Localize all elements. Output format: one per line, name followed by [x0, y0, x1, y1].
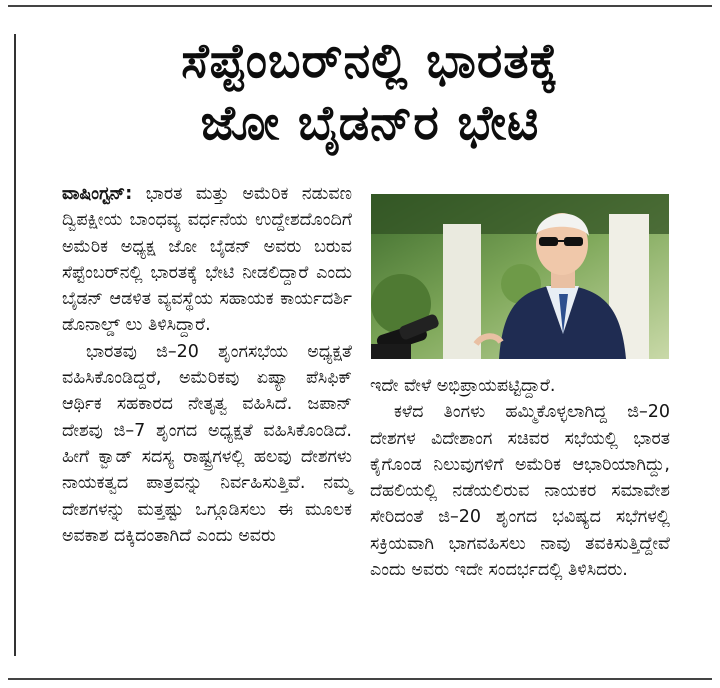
- left-column-rule: [14, 34, 16, 656]
- news-photo: [371, 194, 669, 359]
- person-at-microphone-photo: [371, 194, 669, 359]
- article-column-left: [62, 181, 352, 549]
- article-column-right: [370, 373, 670, 583]
- paragraph-1: [62, 181, 352, 339]
- paragraph-1-body: ಭಾರತ ಮತ್ತು ಅಮೆರಿಕ ನಡುವಣ ದ್ವಿಪಕ್ಷೀಯ ಬಾಂಧವ್ಯ ವರ್ಧನೆಯ ಉದ್ದೇಶದೊಂದಿಗೆ ಅಮೆರಿಕ ಅಧ್ಯಕ್ಷ ಜೋ ಬೈಡನ್ ಅವರು ಬರುವ ಸೆಪ್ಟೆಂಬರ್‌ನಲ್ಲಿ ಭಾರತಕ್ಕೆ ಭೇಟಿ ನೀಡಲಿದ್ದಾರೆ ಎಂದು ಬೈಡನ್ ಆಡಳಿತ ವ್ಯವಸ್ಥೆಯ ಸಹಾಯಕ ಕಾರ್ಯದರ್ಶಿ ಡೊನಾಲ್ಡ್ ಲು ತಿಳಿಸಿದ್ದಾರೆ.: [62, 184, 352, 336]
- headline-line-2: ಜೋ ಬೈಡನ್‌ರ ಭೇಟಿ: [200, 95, 540, 151]
- bottom-rule: [8, 678, 712, 680]
- headline-line-1: ಸೆಪ್ಟೆಂಬರ್‌ನಲ್ಲಿ ಭಾರತಕ್ಕೆ: [181, 33, 559, 89]
- top-rule: [8, 5, 712, 7]
- paragraph-2: ಭಾರತವು ಜಿ–20 ಶೃಂಗಸಭೆಯ ಅಧ್ಯಕ್ಷತೆ ವಹಿಸಿಕೊಂಡಿದ್ದರೆ, ಅಮೆರಿಕವು ಏಷ್ಯಾ ಪೆಸಿಫಿಕ್ ಆರ್ಥಿಕ ಸಹಕಾರದ ನೇತೃತ್ವ ವಹಿಸಿದೆ. ಜಪಾನ್ ದೇಶವು ಜಿ–7 ಶೃಂಗದ ಅಧ್ಯಕ್ಷತೆ ವಹಿಸಿಕೊಂಡಿದೆ. ಹೀಗೆ ಕ್ವಾಡ್ ಸದಸ್ಯ ರಾಷ್ಟ್ರಗಳಲ್ಲಿ ಹಲವು ದೇಶಗಳು ನಾಯಕತ್ವದ ಪಾತ್ರವನ್ನು ನಿರ್ವಹಿಸುತ್ತಿವೆ. ನಮ್ಮ ದೇಶಗಳನ್ನು ಮತ್ತಷ್ಟು ಒಗ್ಗೂಡಿಸಲು ಈ ಮೂಲಕ ಅವಕಾಶ ದಕ್ಕಿದಂತಾಗಿದೆ ಎಂದು ಅವರು: [62, 341, 352, 546]
- article-headline: [40, 30, 700, 154]
- dateline: ವಾಷಿಂಗ್ಟನ್:: [62, 184, 133, 204]
- paragraph-2-continued: ಇದೇ ವೇಳೆ ಅಭಿಪ್ರಾಯಪಟ್ಟಿದ್ದಾರೆ.: [370, 376, 556, 396]
- paragraph-3: ಕಳೆದ ತಿಂಗಳು ಹಮ್ಮಿಕೊಳ್ಳಲಾಗಿದ್ದ ಜಿ–20 ದೇಶಗಳ ವಿದೇಶಾಂಗ ಸಚಿವರ ಸಭೆಯಲ್ಲಿ ಭಾರತ ಕೈಗೊಂಡ ನಿಲುವುಗಳಿಗೆ ಅಮೆರಿಕ ಆಭಾರಿಯಾಗಿದ್ದು, ದೆಹಲಿಯಲ್ಲಿ ನಡೆಯಲಿರುವ ನಾಯಕರ ಸಮಾವೇಶ ಸೇರಿದಂತೆ ಜಿ–20 ಶೃಂಗದ ಭವಿಷ್ಯದ ಸಭೆಗಳಲ್ಲಿ ಸಕ್ರಿಯವಾಗಿ ಭಾಗವಹಿಸಲು ನಾವು ತವಕಿಸುತ್ತಿದ್ದೇವೆ ಎಂದು ಅವರು ಇದೇ ಸಂದರ್ಭದಲ್ಲಿ ತಿಳಿಸಿದರು.: [370, 402, 670, 581]
